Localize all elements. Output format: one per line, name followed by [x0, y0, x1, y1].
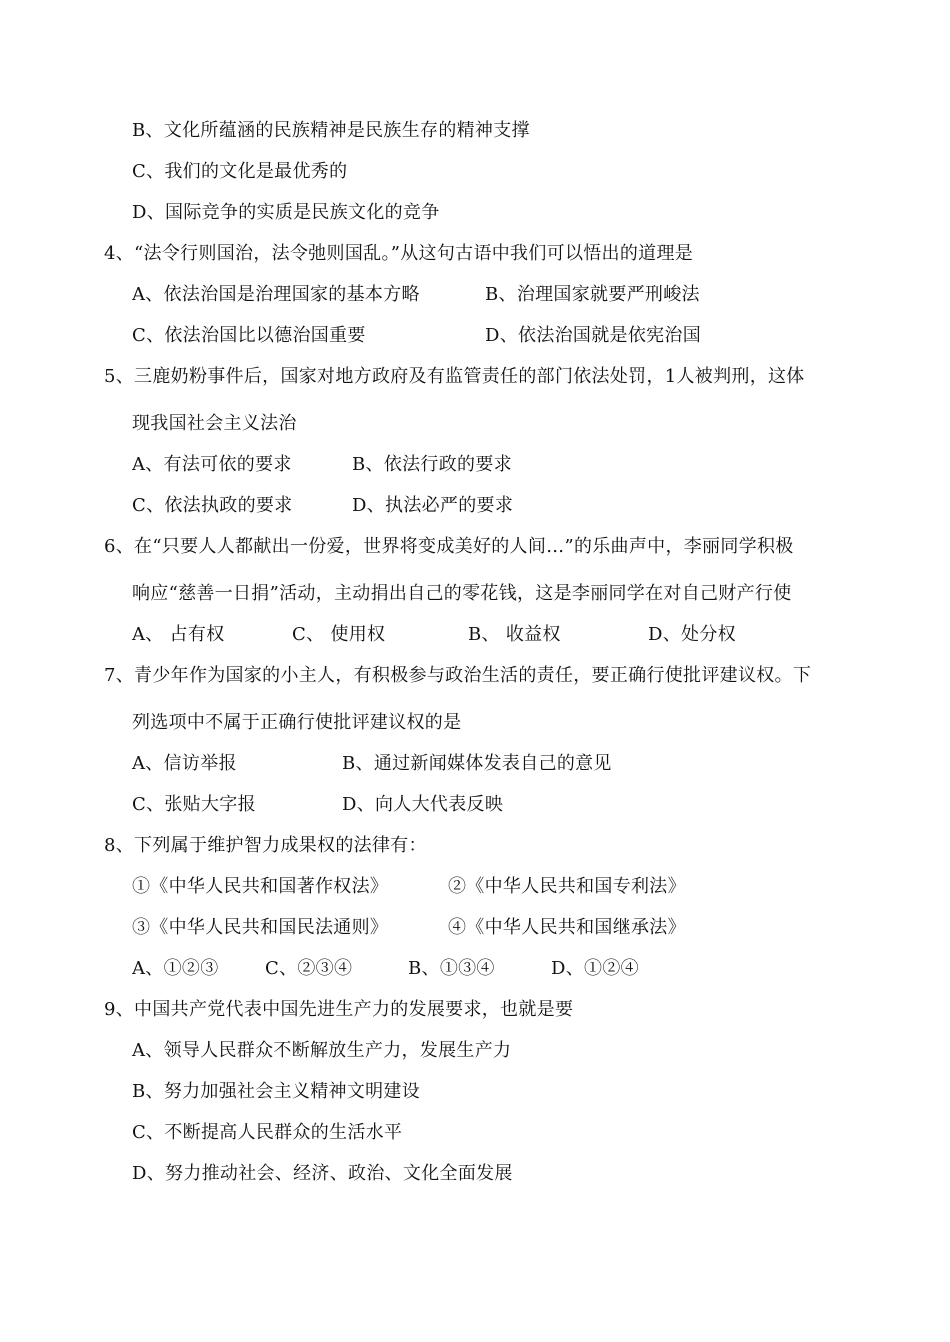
q9-stem: 9、中国共产党代表中国先进生产力的发展要求，也就是要 — [104, 999, 574, 1020]
q3-option-d: D、国际竞争的实质是民族文化的竞争 — [132, 202, 440, 223]
q6-option-b: B、 收益权 — [468, 624, 561, 645]
q7-option-d: D、向人大代表反映 — [342, 794, 504, 815]
q4-option-a: A、依法治国是治理国家的基本方略 — [132, 284, 420, 305]
q5-stem-line2: 现我国社会主义法治 — [132, 413, 297, 434]
q9-option-b: B、努力加强社会主义精神文明建设 — [132, 1081, 421, 1102]
q7-stem-line1: 7、青少年作为国家的小主人，有积极参与政治生活的责任，要正确行使批评建议权。下 — [104, 665, 812, 686]
q8-option-a: A、①②③ — [132, 958, 219, 979]
q5-stem-line1: 5、三鹿奶粉事件后，国家对地方政府及有监管责任的部门依法处罚，1人被判刑，这体 — [104, 366, 805, 387]
q9-option-a: A、领导人民群众不断解放生产力，发展生产力 — [132, 1040, 512, 1061]
q8-item-1: ①《中华人民共和国著作权法》 — [132, 876, 389, 897]
q5-option-c: C、依法执政的要求 — [132, 495, 293, 516]
q5-option-d: D、执法必严的要求 — [352, 495, 514, 516]
q8-item-4: ④《中华人民共和国继承法》 — [448, 917, 686, 938]
q9-option-d: D、努力推动社会、经济、政治、文化全面发展 — [132, 1163, 513, 1184]
q8-item-3: ③《中华人民共和国民法通则》 — [132, 917, 389, 938]
q7-option-c: C、张贴大字报 — [132, 794, 256, 815]
q7-option-b: B、通过新闻媒体发表自己的意见 — [342, 753, 612, 774]
q7-option-a: A、信访举报 — [132, 753, 237, 774]
q4-option-b: B、治理国家就要严刑峻法 — [485, 284, 700, 305]
q4-option-d: D、依法治国就是依宪治国 — [485, 325, 702, 346]
q6-stem-line1: 6、在“只要人人都献出一份爱，世界将变成美好的人间…”的乐曲声中，李丽同学积极 — [104, 536, 794, 557]
q6-stem-line2: 响应“慈善一日捐”活动，主动捐出自己的零花钱，这是李丽同学在对自己财产行使 — [132, 583, 792, 604]
q4-stem: 4、“法令行则国治，法令弛则国乱。”从这句古语中我们可以悟出的道理是 — [104, 243, 694, 264]
q8-option-d: D、①②④ — [551, 958, 639, 979]
q3-option-c: C、我们的文化是最优秀的 — [132, 161, 348, 182]
q6-option-c: C、 使用权 — [292, 624, 386, 645]
q8-stem: 8、下列属于维护智力成果权的法律有： — [104, 835, 427, 856]
q7-stem-line2: 列选项中不属于正确行使批评建议权的是 — [132, 712, 462, 733]
q5-option-a: A、有法可依的要求 — [132, 454, 292, 475]
q6-option-d: D、处分权 — [648, 624, 736, 645]
q4-option-c: C、依法治国比以德治国重要 — [132, 325, 366, 346]
q8-option-c: C、②③④ — [265, 958, 353, 979]
q6-option-a: A、 占有权 — [132, 624, 225, 645]
q5-option-b: B、依法行政的要求 — [352, 454, 512, 475]
q8-item-2: ②《中华人民共和国专利法》 — [448, 876, 686, 897]
q3-option-b: B、文化所蕴涵的民族精神是民族生存的精神支撑 — [132, 120, 530, 141]
q8-option-b: B、①③④ — [408, 958, 495, 979]
q9-option-c: C、不断提高人民群众的生活水平 — [132, 1122, 403, 1143]
